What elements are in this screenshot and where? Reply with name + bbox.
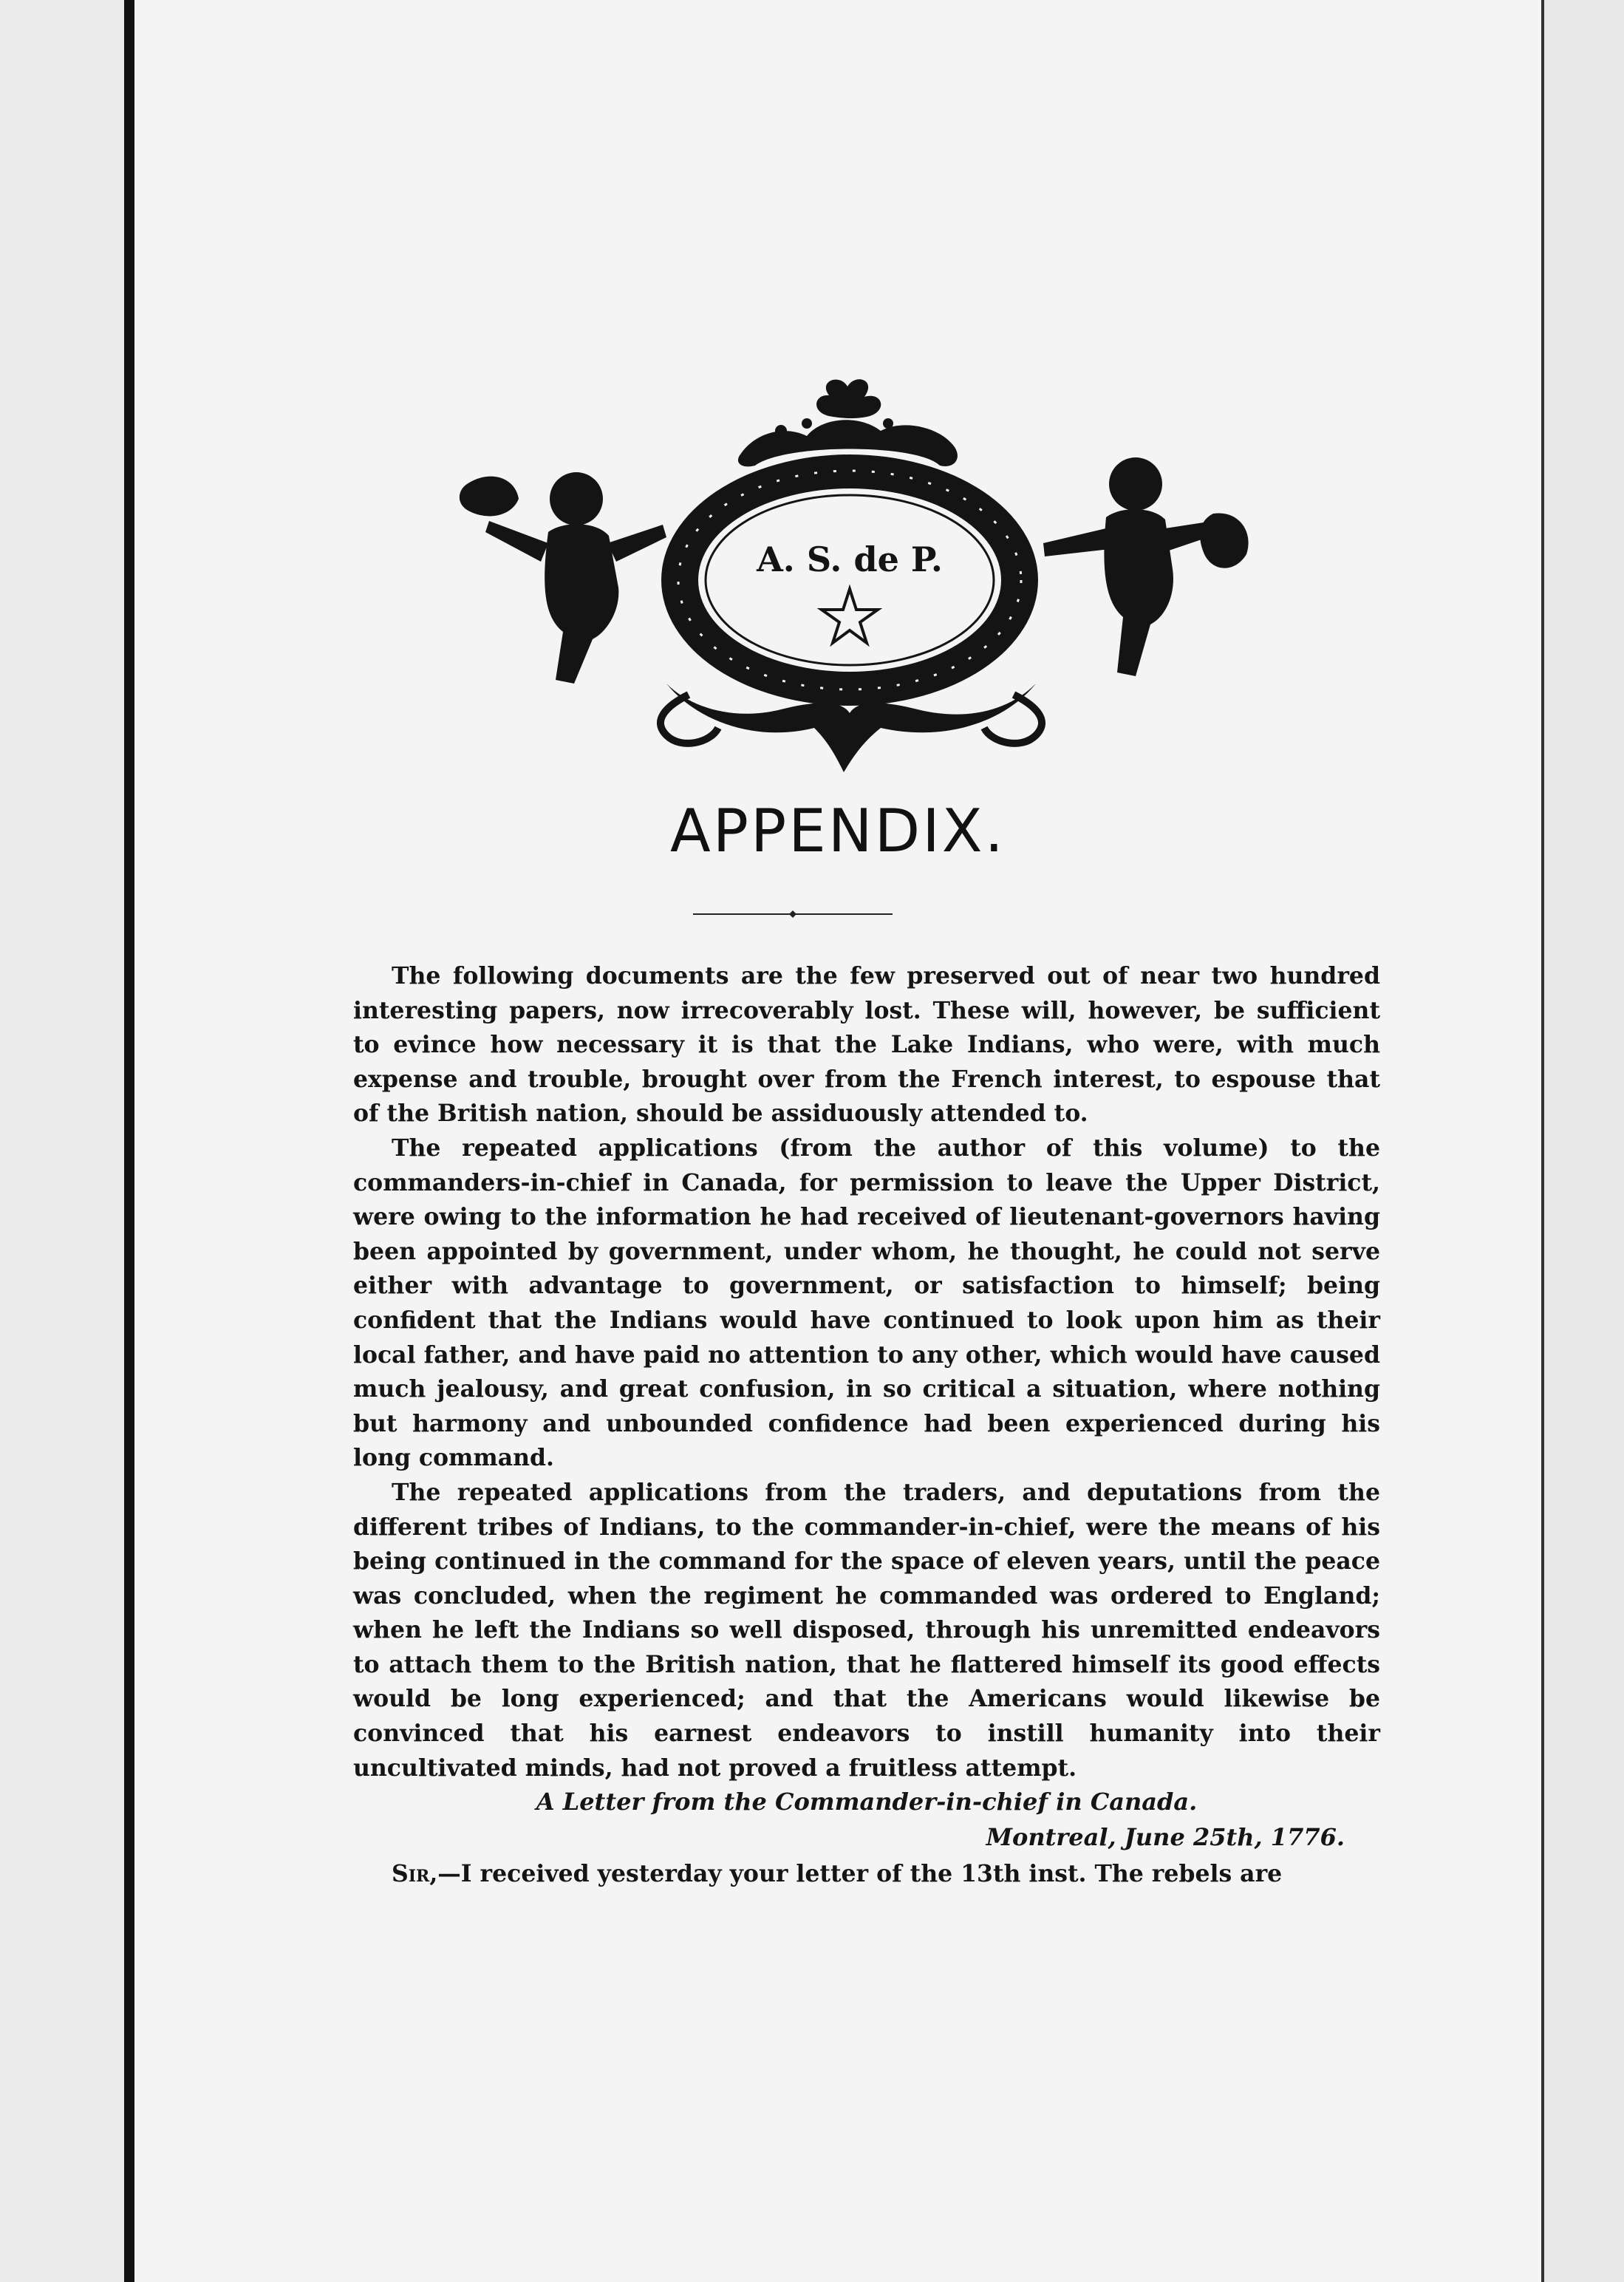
right-page-edge [1541, 0, 1624, 2282]
letter-dateline: Montreal, June 25th, 1776. [986, 1823, 1345, 1851]
paragraph: The following documents are the few preserved out of near two hundred interesting papers, now irrecoverably lost. These will, however, be sufficient to evince how necessary it is that the Lake Indians, who were, with much expense and trouble, brought over from the French interest, to espouse that of the British nation, should be assiduously attended to. [353, 962, 1380, 1128]
book-spine [124, 0, 134, 2282]
left-page-edge [0, 0, 124, 2282]
paragraph: The repeated applications from the traders, and deputations from the different tribes of Indians, to the commander-in-chief, were the means of his being continued in the command for the space of eleven years, until the peace was concluded, when the regiment he commanded was ordered to England; when he left the Indians so well disposed, through his unremitted endeavors to attach them to the British nation, that he flattered himself its good effects would be long experienced; and that the Americans would likewise be convinced that his earnest endeavors to instill humanity into their uncultivated minds, had not proved a fruitless attempt. [353, 1478, 1380, 1782]
emblem-monogram: A. S. de P. [757, 539, 943, 579]
left-cherub [460, 472, 666, 684]
title-divider [693, 910, 893, 918]
foliage-crest [738, 379, 958, 466]
letter-salutation: Sir, [392, 1860, 438, 1887]
letter-body: —I received yesterday your letter of the 13th inst. The rebels are [437, 1860, 1283, 1887]
body-text [353, 959, 1380, 1785]
decorative-emblem [445, 373, 1258, 776]
right-cherub [1043, 457, 1249, 676]
paragraph: The repeated applications (from the author of this volume) to the commanders-in-chief in Canada, for permission to leave the Upper District, were owing to the information he had received of lieutenant-governors having been appointed by government, under whom, he thought, he could not serve either with advantage to government, or satisfaction to himself; being confident that the Indians would have continued to look upon him as their local father, and have paid no attention to any other, which would have caused much jealousy, and great confusion, in so critical a situation, where nothing but harmony and unbounded confidence had been experienced during his long command. [353, 1134, 1380, 1472]
page-title: APPENDIX. [669, 797, 1006, 865]
letter-text [353, 1858, 1380, 1890]
letter-heading: A Letter from the Commander-in-chief in Canada. [536, 1788, 1198, 1816]
book-page [134, 0, 1541, 2282]
